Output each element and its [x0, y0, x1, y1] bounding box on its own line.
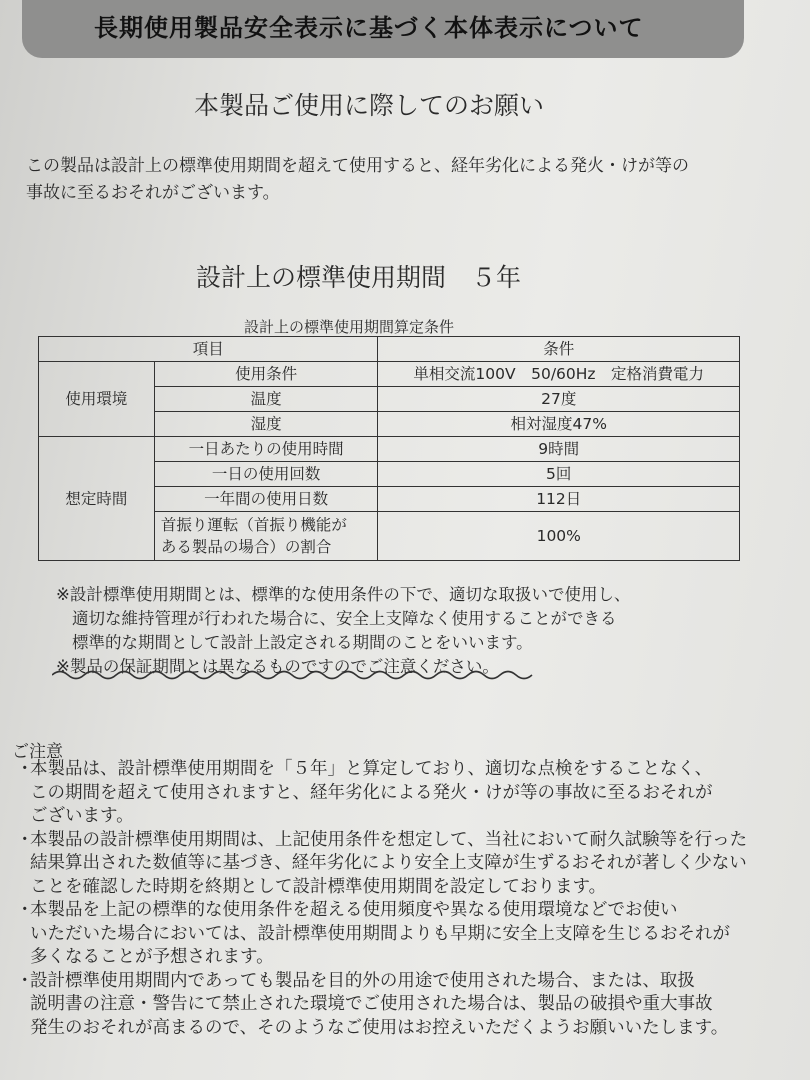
row-label: 一日あたりの使用時間 [154, 437, 378, 462]
definition-notes [56, 583, 736, 679]
row-label: 一日の使用回数 [154, 462, 378, 487]
row-label: 温度 [154, 387, 378, 412]
bullet: ・ [16, 970, 34, 991]
caution-line: 本製品を上記の標準的な使用条件を超える使用頻度や異なる使用環境などでお使い [30, 900, 678, 920]
row-label: 一年間の使用日数 [154, 487, 378, 512]
caution-list [16, 758, 786, 1040]
row-value: 112日 [378, 487, 740, 512]
wavy-underline [52, 668, 540, 682]
standard-period-title: 設計上の標準使用期間 ５年 [196, 263, 522, 292]
row-label-line-2: ある製品の場合）の割合 [160, 538, 332, 556]
row-label: 湿度 [154, 412, 378, 437]
caution-line: ございます。 [30, 806, 134, 826]
table-row [39, 362, 740, 387]
caution-line: 設計標準使用期間内であっても製品を目的外の用途で使用された場合、または、取扱 [30, 970, 695, 991]
caution-item [16, 899, 786, 970]
row-value: 5回 [378, 462, 740, 487]
warranty-note: ※製品の保証期間とは異なるものですのでご注意ください。 [56, 657, 499, 676]
row-value: 100% [378, 512, 740, 561]
header-item-cell: 項目 [39, 337, 378, 362]
warning-text [26, 153, 756, 207]
bullet: ・ [16, 829, 34, 850]
warning-line-1: この製品は設計上の標準使用期間を超えて使用すると、経年劣化による発火・けが等の [26, 156, 689, 176]
group-hours-cell: 想定時間 [39, 437, 155, 561]
caution-item [16, 758, 786, 829]
row-label-multiline [154, 512, 378, 561]
caution-line: 結果算出された数値等に基づき、経年劣化により安全上支障が生ずるおそれが著しく少ない [30, 853, 747, 873]
note-line: 適切な維持管理が行われた場合に、安全上支障なく使用することができる [72, 609, 617, 628]
header-title: 長期使用製品安全表示に基づく本体表示について [94, 14, 644, 42]
caution-line: ことを確認した時期を終期として設計標準使用期間を設定しております。 [30, 876, 607, 897]
caution-item [16, 829, 786, 900]
bullet: ・ [16, 900, 34, 920]
header-bar [22, 0, 744, 58]
caution-line: いただいた場合においては、設計標準使用期間よりも早期に安全上支障を生じるおそれが [30, 923, 730, 944]
warning-line-2: 事故に至るおそれがございます。 [26, 183, 280, 203]
caution-line: 発生のおそれが高まるので、そのようなご使用はお控えいただくようお願いいたします。 [30, 1017, 729, 1038]
table-row [39, 437, 740, 462]
request-title: 本製品ご使用に際してのお願い [194, 91, 545, 120]
caution-line: 多くなることが予想されます。 [30, 947, 274, 967]
caution-line: 本製品は、設計標準使用期間を「５年」と算定しており、適切な点検をすることなく、 [30, 759, 713, 779]
table-caption: 設計上の標準使用期間算定条件 [244, 318, 455, 336]
note-line: 標準的な期間として設計上設定される期間のことをいいます。 [72, 633, 533, 652]
caution-line: 本製品の設計標準使用期間は、上記使用条件を想定して、当社において耐久試験等を行った [30, 829, 748, 850]
row-label: 使用条件 [154, 362, 378, 387]
table-header-row [39, 337, 740, 362]
conditions-table [38, 336, 740, 561]
note-line: ※設計標準使用期間とは、標準的な使用条件の下で、適切な取扱いで使用し、 [56, 585, 631, 604]
caution-title: ご注意 [12, 742, 63, 762]
row-value: 相対湿度47% [378, 412, 740, 437]
group-environment-cell: 使用環境 [39, 362, 155, 437]
row-value: 9時間 [378, 437, 740, 462]
caution-line: この期間を超えて使用されますと、経年劣化による発火・けが等の事故に至るおそれが [30, 782, 713, 803]
row-value: 27度 [378, 387, 740, 412]
header-condition-cell: 条件 [378, 337, 740, 362]
caution-item [16, 970, 786, 1041]
row-value: 単相交流100V 50/60Hz 定格消費電力 [378, 362, 740, 387]
caution-line: 説明書の注意・警告にて禁止された環境でご使用された場合は、製品の破損や重大事故 [30, 994, 713, 1014]
row-label-line-1: 首振り運転（首振り機能が [160, 516, 347, 534]
bullet: ・ [16, 759, 34, 779]
